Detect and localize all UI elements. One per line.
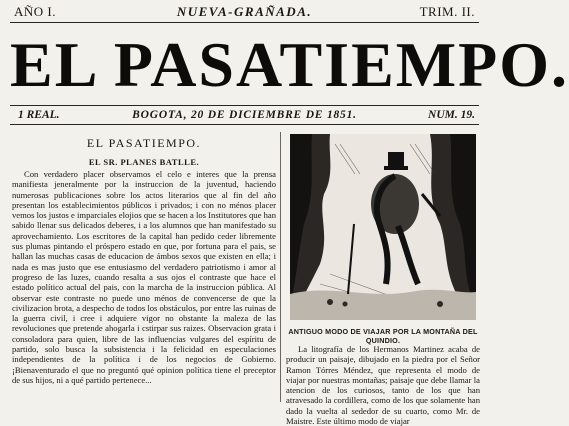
- column-divider: [280, 132, 281, 402]
- top-line: [14, 4, 475, 20]
- article-body: Con verdadero placer observamos el celo e interes que la prensa manifiesta jeneralmente por la instruccion de la juventud, haciendo numerosas publicaciones sobre los actos literarios que al fin del año presentan los establecimientos públicos i privados; i con no ménos placer vemos los justos e imparciales elojios que se hacen a los Institutores que han sabido llenar sus delicados deberes, i a los alumnos que han manifestado su aprovechamiento. Los escritores de la capital han pedido ceder libremente sus plumas pintando el próspero estado en que, por fortuna para el pais, se hallan las muchas casas de educacion de ámbos sexos que existen en ella; i nada es mas justo que ese entusiasmo del verdadero patriotismo i amor al progreso de las luzes, cuando resalta a sus ojos el contraste que hace el estado político actual del pais, con la marcha de la instruccion pública. Al observar este contraste no puede uno ménos de convencerse de que la civilizacion brota, a despecho de todos los obstáculos, por entre las ruinas de la guerra civil, i cree i adquiere vigor no obstante la maleza de las revoluciones que pretende ahogarla i cstirpar sus raizes. Observacion grata i consoladora para quien, libre de las influencias vulgares del espíritu de partido, solo busca la subsistencia i la felicidad en especulaciones independientes de la política i de los negocios de Gobierno. ¡Bienaventurado el que no preguntó qué opinion política tiene el preceptor de sus hijos, ni a qué partido pertenece...: [12, 169, 276, 385]
- engraving-image: [290, 134, 476, 320]
- dateline: [14, 108, 475, 122]
- image-caption: ANTIGUO MODO DE VIAJAR POR LA MONTAÑA DEL QUINDIO.: [288, 327, 478, 345]
- section-title: EL PASATIEMPO.: [86, 136, 202, 150]
- top-rule: [10, 22, 479, 23]
- masthead-rule: [10, 105, 479, 106]
- dateline-rule: [10, 124, 479, 125]
- article-title: EL SR. PLANES BATLLE.: [88, 157, 200, 167]
- issue-number: NUM. 19.: [428, 109, 475, 121]
- right-article-body: La litografía de los Hermanos Martinez acaba de producir un paisaje, dibujado en la piedra por el Señor Ramon Tórres Méndez, que representa el modo de viajar por nuestras montañas; paisaje que debe llamar la atencion de los curiosos, tanto de los que han atravesado la cordillera, como de los que solamente han dado la vuelta al sededor de su cuarto, como Mr. de Maistre. Este último modo de viajar: [286, 344, 480, 426]
- year-label: AÑO I.: [14, 4, 56, 19]
- price-label: 1 REAL.: [18, 109, 60, 121]
- quarter-label: TRIM. II.: [419, 4, 475, 19]
- masthead-title: EL PASATIEMPO.: [10, 29, 569, 100]
- right-column: [286, 132, 480, 426]
- left-column: [12, 132, 276, 402]
- date-label: BOGOTA, 20 DE DICIEMBRE DE 1851.: [132, 109, 357, 121]
- place-label: NUEVA-GRAÑADA.: [176, 4, 313, 19]
